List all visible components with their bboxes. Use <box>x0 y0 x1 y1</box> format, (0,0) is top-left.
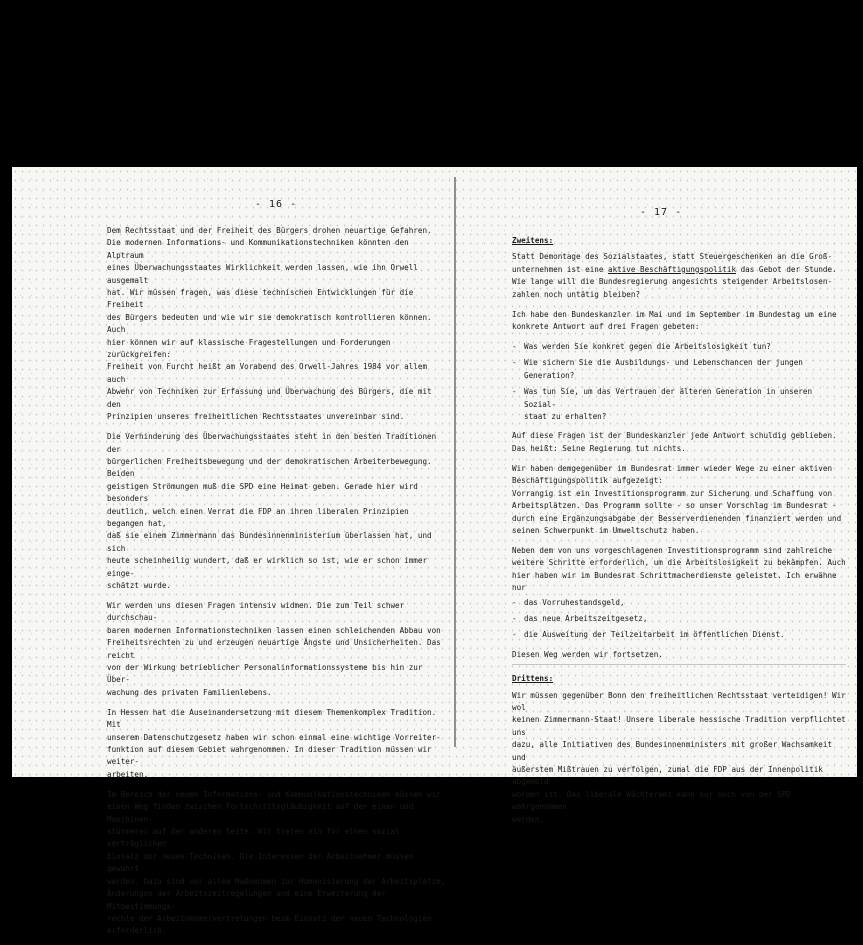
right-page-body <box>512 235 846 834</box>
list-item: - Was tun Sie, um das Vertrauen der älteren Generation in unseren Sozial- staat zu erhalten? <box>512 386 846 423</box>
paragraph-text: Statt Demontage des Sozialstaates, statt Steuergeschenken an die Groß- unternehmen ist eine <box>512 252 833 274</box>
section-heading-drittens: Drittens: <box>512 674 554 684</box>
paragraph: Die Verhinderung des Überwachungsstaates steht in den besten Traditionen der bürgerlichen Freiheitsbewegung und der demokratischen Arbeiterbewegung. Beiden geistigen Strömungen muß die SPD eine Heimat geben. Gerade hier wird besonders deutlich, welch einen Verrat die FDP an ihren liberalen Prinzipien begangen hat, daß sie einem Zimmermann das Bundesinnenministerium überlassen hat, und sich heute scheinheilig wundert, daß er wirklich so ist, wie er schon immer einge- schätzt wurde. <box>107 432 437 590</box>
paragraph: Auf diese Fragen ist der Bundeskanzler jede Antwort schuldig geblieben. Das heißt: Seine Regierung tut nichts. <box>512 431 837 453</box>
paragraph: Wir müssen gegenüber Bonn den freiheitlichen Rechtsstaat verteidigen! Wir wol keinen Zimmermann-Staat! Unsere liberale hessische Tradition verpflichtet uns dazu, alle Initiativen des Bundesinnenministers mit großer Wachsamkeit und äußerstem Mißtrauen zu verfolgen, zumal die FDP aus der Innenpolitik abgemeld worden ist. Das liberale Wächteramt kann nur noch von der SPD wahrgenommen werden. <box>512 690 846 824</box>
page-gutter <box>454 177 456 747</box>
question-list <box>512 341 846 423</box>
paragraph <box>512 251 846 301</box>
paragraph: In Hessen hat die Auseinandersetzung mit diesem Themenkomplex Tradition. Mit unserem Datenschutzgesetz haben wir schon einmal eine wichtige Vorreiter- funktion auf diesem Gebiet wahrgenommen. In dieser Tradition müssen wir weiter- arbeiten. <box>107 707 441 779</box>
paragraph: Ich habe den Bundeskanzler im Mai und im September im Bundestag um eine konkrete Antwort auf drei Fragen gebeten: <box>512 309 837 332</box>
section-heading-zweitens: Zweitens: <box>512 236 554 245</box>
list-item: - das neue Arbeitszeitgesetz, <box>512 613 846 625</box>
list-item: - Was werden Sie konkret gegen die Arbeitslosigkeit tun? <box>512 341 846 353</box>
underlined-phrase: aktive Beschäftigungspolitik <box>608 264 737 274</box>
paragraph: Dem Rechtsstaat und der Freiheit des Bürgers drohen neuartige Gefahren. Die modernen Informations- und Kommunikationstechniken könnten den Alptraum eines Überwachungsstaates Wirklichkeit werden lassen, wie ihn Orwell ausgemalt hat. Wir müssen fragen, was diese technischen Entwicklungen für die Freiheit des Bürgers bedeuten und wie wir sie demokratisch kontrollieren können. Auch hier können wir auf klassische Fragestellungen und Forderungen zurückgreifen: Freiheit von Furcht heißt am Vorabend des Orwell-Jahres 1984 vor allem auch Abwehr von Techniken zur Erfassung und Überwachung des Bürgers, die mit den Prinzipien unseres freiheitlichen Rechtsstaates unvereinbar sind. <box>107 226 432 422</box>
page-number-right: - 17 - <box>640 207 683 218</box>
paragraph: Wir werden uns diesen Fragen intensiv widmen. Die zum Teil schwer durchschau- baren modernen Informationstechniken lassen einen schleichenden Abbau von Freiheitsrechten zu und erzeugen neuartige Ängste und Unsicherheiten. Das reicht von der Wirkung betrieblicher Personalinformationssysteme bis hin zur Über- wachung des privaten Familienlebens. <box>107 600 441 697</box>
paragraph: Wir haben demgegenüber im Bundesrat immer wieder Wege zu einer aktiven Beschäftigungspolitik aufgezeigt: Vorrangig ist ein Investitionsprogramm zur Sicherung und Schaffung von Arbeitsplätzen. Das Programm sollte - so unser Vorschlag im Bundesrat - durch eine Ergänzungsabgabe der Besserverdienenden finanziert werden und seinen Schwerpunkt im Umweltschutz haben. <box>512 463 842 535</box>
scanned-document-spread <box>12 167 857 936</box>
paragraph-text: das Gebot der Stunde. Wie lange will die Bundesregierung angesichts steigender Arbeitslosen- zahlen noch untätig bleiben? <box>512 264 837 299</box>
paragraph: Neben dem von uns vorgeschlagenen Investitionsprogramm sind zahlreiche weitere Schritte erforderlich, um die Arbeitslosigkeit zu bekämpfen. Auch hier haben wir im Bundesrat Schrittmacherdienste geleistet. Ich erwähne nur <box>512 545 846 593</box>
left-page-body <box>107 225 447 945</box>
list-item: - Wie sichern Sie die Ausbildungs- und Lebenschancen der jungen Generation? <box>512 357 846 382</box>
list-item: - das Vorruhestandsgeld, <box>512 597 846 609</box>
paragraph: Im Bereich der neuen Informations- und Kommunikationstechniken müssen wir einen Weg finden zwischen Fortschrittsgläubigkeit auf der einen und Maschinen- stürmerei auf der anderen Seite. Wir treten ein für einen sozial verträglichen Einsatz der neuen Techniken. Die Interessen der Arbeitnehmer müssen gewahrt werden. Dazu sind vor allem Maßnahmen zur Humanisierung der Arbeitsplätze, Änderungen der Arbeitszeitregelungen und eine Erweiterung der Mitbestimmungs- rechte der Arbeitnehmervertretungen beim Einsatz der neuen Technologien erforderlich. <box>107 789 446 936</box>
page-number-left: - 16 - <box>255 199 298 210</box>
paragraph: Diesen Weg werden wir fortsetzen. <box>512 649 663 659</box>
measure-list <box>512 597 846 642</box>
list-item: - die Ausweitung der Teilzeitarbeit im öffentlichen Dienst. <box>512 629 846 641</box>
divider <box>512 664 846 665</box>
